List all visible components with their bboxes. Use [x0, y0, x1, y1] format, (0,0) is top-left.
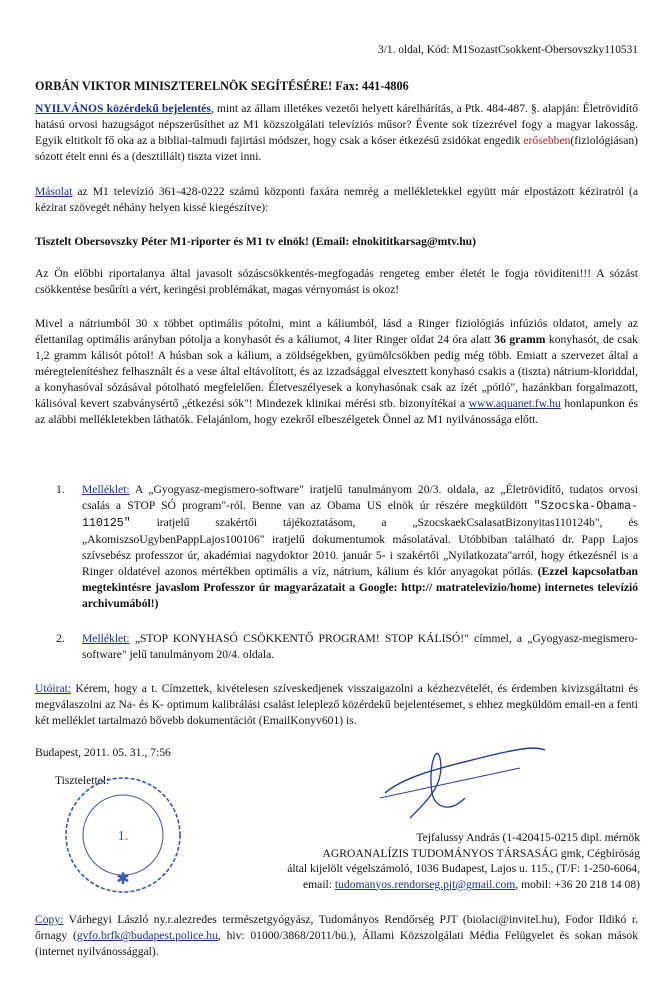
- official-stamp: [60, 772, 186, 898]
- attachment-item-2: 2. Melléklet: „STOP KONYHASÓ CSÖKKENTŐ PROGRAM! STOP KÁLISÓ!" címmel, a „Gyogyasz-megismero-software" jelű tanulmányom 20/4. oldala.: [56, 632, 638, 661]
- svg-text:✱: ✱: [116, 871, 130, 888]
- police-email-link[interactable]: gvfo.brfk@budapest.police.hu: [76, 929, 218, 942]
- document-title: ORBÁN VIKTOR MINISZTERELNÖK SEGÍTÉSÉRE! Fax: 441-4806: [35, 79, 409, 93]
- attachment-label: Melléklet:: [82, 632, 130, 645]
- paragraph-salt-reduction: Az Ön előbbi riportalanya által javasolt sózáscsökkentés-megfogadás rengeteg ember életét le fogja rövidíteni!!! A sózást csökkentése besűríti a vért, keringési problémákat, magas vérnyomást is okoz!: [35, 267, 638, 296]
- page-code-header: 3/1. oldal, Kód: M1SozastCsokkent-Obersovszky110531: [378, 44, 638, 56]
- copy-label: Másolat: [35, 185, 73, 198]
- postscript-paragraph: Utóirat: Kérem, hogy a t. Címzettek, kivételesen szíveskedjenek visszaigazolni a kézhezvételét, és érdemben kivizsgáltatni és megválaszolni az Na- és K- optimum kalibrálási csalást leleplező közérdekű bejelentésemet, s ehhez megküldöm email-en a fenti két melléklet tartalmazó bővebb dokumentációt (EmailKonyv601) is.: [35, 682, 638, 727]
- attachment-label: Melléklet:: [82, 483, 130, 496]
- intro-paragraph: NYILVÁNOS közérdekű bejelentés, mint az állam illetékes vezetői helyett kárelhárítás, a Ptk. 484-487. §. alapján: Életrövidítő hatású orvosi hazugságot népszerűsíthet az M1 közszolgálati televíziós műsor? Évente sok tízezrével fogy a magyar lakosság. Egyik eltitkolt fő oka az a bibliai-talmudi fajirtási módszer, hogy csak a kóser étkezésű zsidókat engedik erősebben(fiziológiásan) sózott ételt enni és a (desztillált) tiszta vizet inni.: [35, 102, 639, 163]
- paragraph-sodium-potassium: Mivel a nátriumból 30 x többet optimális pótolni, mint a káliumból, lásd a Ringer fiziológiás infúziós oldatot, amely az élettanilag optimális arányban pótolja a konyhasót és a káliumot, 4 liter Ringer oldat 24 óra alatt 36 gramm konyhasót, de csak 1,2 gramm kálisót pótol! A húsban sok a kálium, a zöldségekben, gyümölcsökben pedig még több. Emiatt a szervezet által a méregtelenítéshez felhasznált és a vese által eltávolított, és az izzadsággal elvesztett konyhasó csakis a (tiszta) nátrium-kloriddal, a konyhasóval sózásával pótolható megfelelően. Életveszélyesek a konyhasónak csak az ízét „pótló", hazánkban forgalmazott, kálisóval kevert szabványsértő „étkezési sók"! Mindezek klinikai mérési stb. bizonyítékai a www.aquanet.fw.hu honlapunkon és az alábbi mellékletekben láthatók. Felajánlom, hogy ezekről elbeszélgetek Önnel az M1 nyilvánossága előtt.: [35, 317, 639, 426]
- copy-recipients-label: Copy:: [35, 913, 64, 926]
- stamp-center: 1.: [117, 829, 129, 844]
- attachment-number: 1.: [56, 483, 65, 496]
- handwritten-signature: [370, 738, 550, 828]
- highlighted-word: erősebben: [523, 134, 571, 147]
- website-link[interactable]: www.aquanet.fw.hu: [468, 397, 561, 410]
- signer-email-link[interactable]: tudomanyos.rendorseg.pjt@gmail.com: [334, 877, 516, 891]
- signer-name: Tejfalussy András (1-420415-0215 dipl. mérnök: [416, 831, 640, 844]
- attachment-item-1: 1. Melléklet: A „Gyogyasz-megismero-software" iratjelű tanulmányom 20/3. oldala, az „Életrövidítő, tudatos orvosi csalás a STOP SÓ program"-ról. Benne van az Obama US elnök úr részére megküldött "Szocska-Obama-110125" iratjelű szakértői tájékoztatásom, a „SzocskaekCsalasatBizonyitas110124b", és „AkomiszsoUgybenPappLajos100106" iratjelű dokumentumok másolatával. Utóbbiban található dr. Papp Lajos szívsebész professzor úr, akadémiai nagydoktor 2010. január 5- i szakértői „Nyilatkozata"arról, hogy étkezésnél is a Ringer oldatével azonos mértékben optimális a víz, nátrium, kálium és klór anyagokat pótlás. (Ezzel kapcsolatban megtekintésre javaslom Professzor úr magyarázatait a Google: http:// matratelevizio/home) internetes televízió archivumából!): [56, 483, 639, 610]
- copy-note-paragraph: Másolat az M1 televízió 361-428-0222 számú központi faxára nemrég a mellékletekkel együtt már elpostázott kéziratról (a kézirat szövegét néhány helyen kissé kiegészítve):: [35, 185, 638, 214]
- date-line: Budapest, 2011. 05. 31., 7:56: [35, 746, 171, 759]
- postscript-label: Utóirat:: [35, 682, 72, 695]
- signer-address: által kijelölt végelszámoló, 1036 Budapest, Lajos u. 115., (T/F: 1-250-6064,: [287, 862, 640, 875]
- public-notice-label: NYILVÁNOS közérdekű bejelentés: [35, 102, 211, 115]
- salutation: Tisztelt Obersovszky Péter M1-riporter és M1 tv elnök! (Email: elnokititkarsag@mtv.hu): [35, 235, 476, 248]
- signer-organization: AGROANALÍZIS TUDOMÁNYOS TÁRSASÁG gmk, Cégbíróság: [322, 846, 640, 860]
- attachment-number: 2.: [56, 632, 65, 645]
- document-code: "Szocska-Obama-110125": [82, 500, 638, 530]
- copy-recipients: Copy: Várhegyi László ny.r.alezredes természetgyógyász, Tudományos Rendőrség PJT (biolaci@invitel.hu), Fodor Ildikó r. őrnagy (gvfo.brfk@budapest.police.hu, hiv: 01000/3868/2011/bü.), Állami Közszolgálati Média Felügyelet és sokan mások (internet nyilvánossággal).: [35, 913, 638, 958]
- emphasis-amount: 36 gramm: [494, 333, 546, 346]
- signature-block: [180, 830, 640, 892]
- closing-text: Tisztelettel:: [55, 774, 110, 787]
- signer-contact: email: tudomanyos.rendorseg.pjt@gmail.com, mobil: +36 20 218 14 08): [303, 877, 640, 891]
